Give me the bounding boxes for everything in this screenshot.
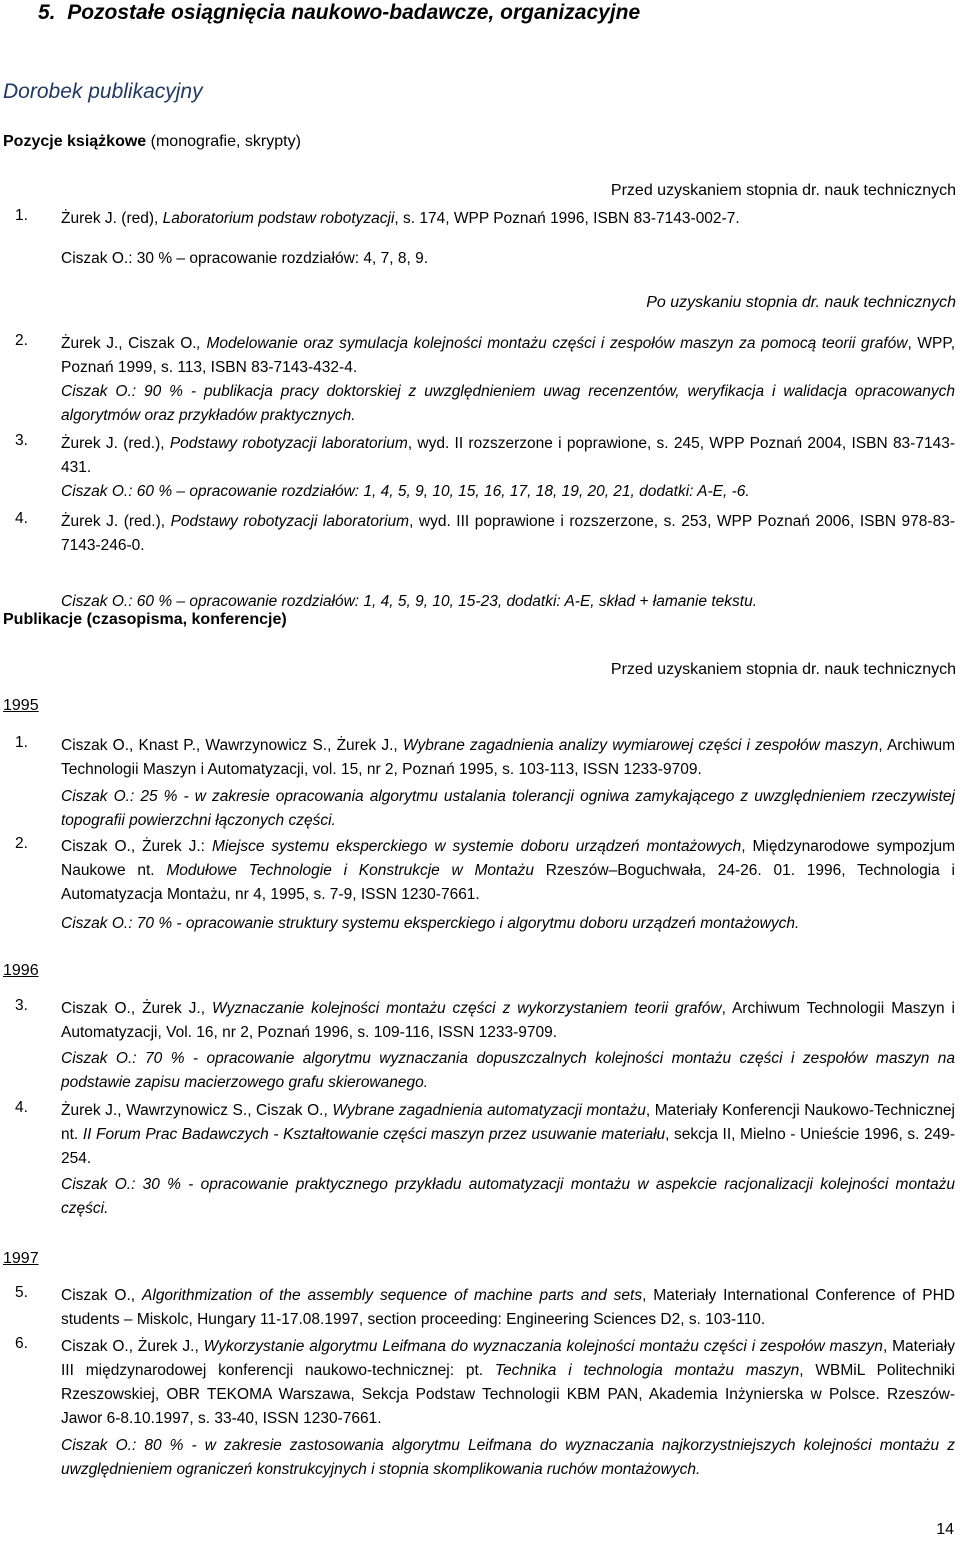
paper-2-authors: Ciszak O., Żurek J.: <box>61 838 212 855</box>
book-2-note <box>61 380 955 428</box>
books-label-after: Po uzyskaniu stopnia dr. nauk technicznych <box>646 294 956 311</box>
paper-1-note <box>61 785 955 833</box>
subsection-title: Dorobek publikacyjny <box>3 80 203 103</box>
book-3-entry <box>61 432 955 480</box>
paper-6-title: Wykorzystanie algorytmu Leifmana do wyznaczania kolejności montażu części i zespołów maszyn <box>203 1338 883 1355</box>
paper-2-number: 2. <box>15 835 28 852</box>
paper-2-details-end: Rzeszów–Boguchwała, 24-26. 01. 1996, Technologia i Automatyzacja Montażu, nr 4, 1995, s. 7-9, ISSN 1230-7661. <box>61 862 955 903</box>
paper-6-note <box>61 1434 955 1482</box>
books-heading <box>3 133 301 151</box>
papers-heading <box>3 611 287 629</box>
book-2-number: 2. <box>15 332 28 349</box>
book-4-entry <box>61 510 955 558</box>
book-1-note-name: Ciszak O. <box>61 250 129 267</box>
book-3-note-name: Ciszak O. <box>61 483 129 500</box>
book-1-authors: Żurek J. (red), <box>61 210 163 227</box>
paper-2-note-text: : 70 % - opracowanie struktury systemu eksperckiego i algorytmu doboru urządzeń montażowych. <box>128 915 800 932</box>
book-2-note-name: Ciszak O. <box>61 383 132 400</box>
book-3-details: , wyd. II rozszerzone i poprawione, s. 245, WPP Poznań 2004, ISBN 83-7143-431. <box>61 435 955 476</box>
paper-4-number: 4. <box>15 1099 28 1116</box>
paper-5-title: Algorithmization of the assembly sequence of machine parts and sets <box>142 1287 643 1304</box>
book-4-number: 4. <box>15 510 28 527</box>
paper-4-details-end: , sekcja II, Mielno - Unieście 1996, s. 249-254. <box>61 1126 955 1167</box>
paper-3-entry <box>61 997 955 1045</box>
paper-6-note-text: : 80 % - w zakresie zastosowania algorytmu Leifmana do wyznaczania najkorzystniejszych kolejności montażu z uwzględnieniem ograniczeń konstrukcyjnych i stopnia skomplikowania ruchów montażowych. <box>61 1437 955 1478</box>
book-4-authors: Żurek J. (red.), <box>61 513 171 530</box>
paper-4-note-text: : 30 % - opracowanie praktycznego przykładu automatyzacji montażu w aspekcie racjonalizacji kolejności montażu części. <box>61 1176 956 1217</box>
book-2-title: , Modelowanie oraz symulacja kolejności montażu części i zespołów maszyn za pomocą teorii grafów <box>196 335 908 352</box>
year-1995: 1995 <box>3 697 39 714</box>
paper-4-event: II Forum Prac Badawczych - Kształtowanie części maszyn przez usuwanie materiału <box>82 1126 666 1143</box>
paper-4-authors: Żurek J., Wawrzynowicz S., Ciszak O., <box>61 1102 333 1119</box>
year-1996: 1996 <box>3 962 39 979</box>
book-1-entry <box>61 207 941 231</box>
paper-1-note-text: : 25 % - w zakresie opracowania algorytmu ustalania tolerancji ogniwa zamykającego z uwzględnieniem rzeczywistej topografii powierzchni łączonych części. <box>61 788 955 829</box>
books-heading-rest: (monografie, skrypty) <box>146 133 301 150</box>
book-4-note-name: Ciszak O. <box>61 593 129 610</box>
page-number: 14 <box>936 1521 954 1538</box>
paper-3-details: , Archiwum Technologii Maszyn i Automatyzacji, Vol. 16, nr 2, Poznań 1996, s. 109-116, ISSN 1233-9709. <box>61 1000 955 1041</box>
book-1-details: , s. 174, WPP Poznań 1996, ISBN 83-7143-002-7. <box>394 210 740 227</box>
paper-2-note-name: Ciszak O. <box>61 915 129 932</box>
book-1-title: Laboratorium podstaw robotyzacji <box>162 210 395 227</box>
paper-5-number: 5. <box>15 1284 28 1301</box>
paper-6-details-end: , WBMiL Politechniki Rzeszowskiej, OBR TEKOMA Warszawa, Sekcja Podstaw Technologii KBM PAN, Akademia Inżynierska w Polsce. Rzeszów-Jawor 6-8.10.1997, s. 33-40, ISSN 1230-7661. <box>61 1362 955 1427</box>
paper-6-entry <box>61 1335 955 1431</box>
paper-3-authors: Ciszak O., Żurek J., <box>61 1000 212 1017</box>
book-1-note <box>61 247 941 271</box>
book-3-note-text: : 60 % – opracowanie rozdziałów: 1, 4, 5, 9, 10, 15, 16, 17, 18, 19, 20, 21, dodatki: A-E, -6. <box>128 483 750 500</box>
book-4-title: Podstawy robotyzacji laboratorium <box>170 513 410 530</box>
paper-2-note <box>61 912 955 936</box>
paper-3-note-text: : 70 % - opracowanie algorytmu wyznaczania dopuszczalnych kolejności montażu części i zespołów maszyn na podstawie zapisu macierzowego grafu skierowanego. <box>61 1050 955 1091</box>
paper-4-title: Wybrane zagadnienia automatyzacji montażu <box>332 1102 646 1119</box>
paper-6-number: 6. <box>15 1335 28 1352</box>
paper-1-entry <box>61 734 955 782</box>
book-3-title: Podstawy robotyzacji laboratorium <box>169 435 408 452</box>
book-3-note <box>61 480 955 504</box>
book-2-details: , WPP, Poznań 1999, s. 113, ISBN 83-7143-432-4. <box>61 335 955 376</box>
paper-6-note-name: Ciszak O. <box>61 1437 132 1454</box>
book-3-number: 3. <box>15 432 28 449</box>
book-2-authors: Żurek J., Ciszak O. <box>61 335 197 352</box>
books-heading-bold: Pozycje książkowe <box>3 133 147 150</box>
paper-2-title: Miejsce systemu eksperckiego w systemie doboru urządzeń montażowych <box>211 838 742 855</box>
book-2-entry <box>61 332 955 380</box>
book-1-number: 1. <box>15 207 28 224</box>
papers-heading-text: Publikacje (czasopisma, konferencje) <box>3 611 287 628</box>
book-2-note-text: : 90 % - publikacja pracy doktorskiej z uwzględnieniem uwag recenzentów, weryfikacja i walidacja opracowanych algorytmów oraz przykładów praktycznych. <box>61 383 955 424</box>
paper-6-event: Technika i technologia montażu maszyn <box>494 1362 800 1379</box>
paper-4-note-name: Ciszak O. <box>61 1176 132 1193</box>
paper-4-details: , Materiały Konferencji Naukowo-Technicznej nt. <box>61 1102 956 1143</box>
paper-1-note-name: Ciszak O. <box>61 788 130 805</box>
paper-5-details: , Materiały International Conference of PHD students – Miskolc, Hungary 11-17.08.1997, section proceeding: Engineering Sciences D2, s. 103-110. <box>61 1287 955 1328</box>
section-title <box>38 1 640 25</box>
paper-4-note <box>61 1173 955 1221</box>
paper-2-details: , Międzynarodowe sympozjum Naukowe nt. <box>61 838 955 879</box>
paper-1-title: Wybrane zagadnienia analizy wymiarowej części i zespołów maszyn <box>402 737 879 754</box>
year-1997: 1997 <box>3 1250 39 1267</box>
paper-5-authors: Ciszak O., <box>61 1287 143 1304</box>
books-label-before: Przed uzyskaniem stopnia dr. nauk technicznych <box>610 182 956 199</box>
paper-2-entry <box>61 835 955 907</box>
paper-1-number: 1. <box>15 734 28 751</box>
section-number: 5. <box>38 1 56 24</box>
book-4-details: , wyd. III poprawione i rozszerzone, s. 253, WPP Poznań 2006, ISBN 978-83-7143-246-0. <box>61 513 955 554</box>
paper-4-entry <box>61 1099 955 1171</box>
paper-6-authors: Ciszak O., Żurek J., <box>61 1338 204 1355</box>
paper-3-note <box>61 1047 955 1095</box>
book-3-authors: Żurek J. (red.), <box>61 435 170 452</box>
papers-label-before: Przed uzyskaniem stopnia dr. nauk technicznych <box>610 661 956 678</box>
paper-3-title: Wyznaczanie kolejności montażu części z wykorzystaniem teorii grafów <box>212 1000 722 1017</box>
paper-3-note-name: Ciszak O. <box>61 1050 133 1067</box>
book-4-note-text: : 60 % – opracowanie rozdziałów: 1, 4, 5, 9, 10, 15-23, dodatki: A-E, skład + łamanie tekstu. <box>128 593 758 610</box>
paper-2-event: Modułowe Technologie i Konstrukcje w Montażu <box>166 862 534 879</box>
paper-1-details: , Archiwum Technologii Maszyn i Automatyzacji, vol. 15, nr 2, Poznań 1995, s. 103-113, ISSN 1233-9709. <box>61 737 955 778</box>
paper-6-details: , Materiały III międzynarodowej konferencji naukowo-technicznej: pt. <box>61 1338 955 1379</box>
section-title-text: Pozostałe osiągnięcia naukowo-badawcze, organizacyjne <box>67 1 641 24</box>
paper-5-entry <box>61 1284 955 1332</box>
paper-3-number: 3. <box>15 997 28 1014</box>
paper-1-authors: Ciszak O., Knast P., Wawrzynowicz S., Żurek J., <box>61 737 403 754</box>
book-1-note-text: : 30 % – opracowanie rozdziałów: 4, 7, 8, 9. <box>128 250 429 267</box>
